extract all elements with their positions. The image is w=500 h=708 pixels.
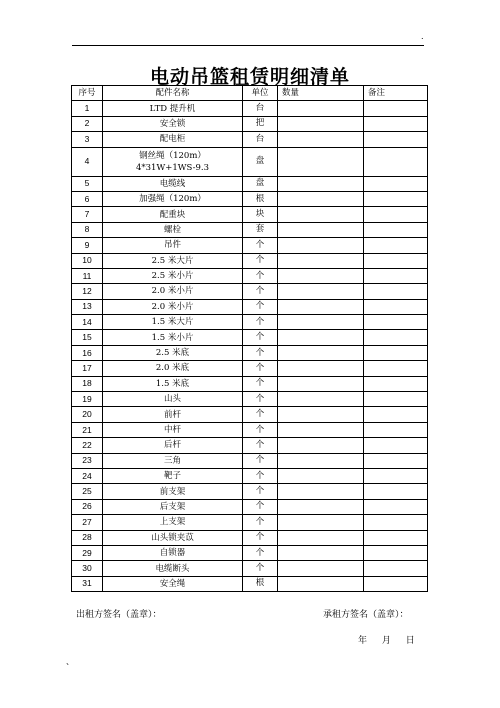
unit-cell: 盘 [243, 147, 278, 176]
part-name: 2.0 米小片 [151, 301, 194, 312]
quantity-cell [278, 191, 364, 206]
part-name: 配电柜 [159, 134, 186, 145]
remarks-cell [364, 392, 428, 407]
remarks-cell [364, 222, 428, 237]
footer-mark: 、 [66, 657, 74, 666]
table-row [72, 330, 428, 345]
table-row [72, 345, 428, 360]
row-number: 7 [72, 207, 103, 222]
unit-cell: 盘 [243, 176, 278, 191]
part-name: 1.5 米底 [155, 378, 190, 389]
remarks-cell [364, 191, 428, 206]
quantity-cell [278, 484, 364, 499]
table-row [72, 392, 428, 407]
table-body [72, 101, 428, 592]
part-name-cell [103, 545, 243, 560]
quantity-cell [278, 576, 364, 591]
row-number: 25 [72, 484, 103, 499]
remarks-cell [364, 345, 428, 360]
table-row [72, 315, 428, 330]
part-name: 2.0 米小片 [151, 286, 194, 297]
quantity-cell [278, 132, 364, 147]
unit-cell: 个 [243, 561, 278, 576]
lessor-signature-label: 出租方签名（盖章）： [76, 610, 162, 620]
unit-cell: 根 [243, 191, 278, 206]
part-name-cell [103, 253, 243, 268]
part-name: 自锁器 [159, 548, 186, 559]
part-name: 电缆断头 [155, 563, 190, 574]
quantity-cell [278, 422, 364, 437]
quantity-cell [278, 284, 364, 299]
table-row [72, 361, 428, 376]
unit-cell: 个 [243, 330, 278, 345]
lessee-signature-label: 承租方签名（盖章）： [323, 610, 409, 620]
part-name-cell [103, 376, 243, 391]
table-row [72, 253, 428, 268]
remarks-cell [364, 376, 428, 391]
row-number: 5 [72, 176, 103, 191]
remarks-cell [364, 561, 428, 576]
part-name-cell [103, 268, 243, 283]
remarks-cell [364, 147, 428, 176]
row-number: 29 [72, 545, 103, 560]
unit-cell: 把 [243, 116, 278, 131]
remarks-cell [364, 253, 428, 268]
quantity-cell [278, 176, 364, 191]
part-name: 2.0 米底 [155, 363, 190, 374]
remarks-cell [364, 330, 428, 345]
table-row [72, 268, 428, 283]
remarks-cell [364, 116, 428, 131]
remarks-cell [364, 299, 428, 314]
part-name: 安全锁 [159, 118, 186, 129]
row-number: 26 [72, 499, 103, 514]
unit-cell: 个 [243, 238, 278, 253]
part-name-cell [103, 407, 243, 422]
part-name: 中杆 [163, 425, 181, 435]
part-name-cell [103, 132, 243, 147]
row-number: 18 [72, 376, 103, 391]
part-name: 山头 [163, 394, 181, 405]
part-name-cell [103, 530, 243, 545]
part-name-cell [103, 515, 243, 530]
col-header-no: 序号 [72, 86, 103, 101]
unit-cell: 个 [243, 299, 278, 314]
document-title: 电动吊篮租赁明细清单 [149, 66, 350, 88]
quantity-cell [278, 438, 364, 453]
part-name: 三角 [163, 455, 181, 466]
date-label: 年 月 日 [358, 636, 415, 646]
remarks-cell [364, 422, 428, 437]
quantity-cell [278, 468, 364, 483]
part-name: 前支架 [159, 486, 186, 497]
part-name-cell [103, 484, 243, 499]
unit-cell: 个 [243, 484, 278, 499]
unit-cell: 个 [243, 268, 278, 283]
row-number: 21 [72, 422, 103, 437]
table-row [72, 561, 428, 576]
remarks-cell [364, 407, 428, 422]
table-header-row [72, 86, 428, 101]
quantity-cell [278, 330, 364, 345]
part-spec: 4*31W+1WS-9.3 [135, 162, 209, 173]
row-number: 17 [72, 361, 103, 376]
unit-cell: 个 [243, 545, 278, 560]
part-name-cell [103, 561, 243, 576]
table-row [72, 238, 428, 253]
row-number: 4 [72, 147, 103, 176]
row-number: 14 [72, 315, 103, 330]
part-name-cell [103, 101, 243, 116]
row-number: 11 [72, 268, 103, 283]
part-name: 1.5 米小片 [151, 332, 194, 343]
unit-cell: 台 [243, 101, 278, 116]
part-name-cell [103, 147, 243, 176]
remarks-cell [364, 132, 428, 147]
part-name-cell [103, 116, 243, 131]
remarks-cell [364, 576, 428, 591]
part-name-cell [103, 176, 243, 191]
part-name-cell [103, 499, 243, 514]
remarks-cell [364, 101, 428, 116]
row-number: 13 [72, 299, 103, 314]
row-number: 2 [72, 116, 103, 131]
header-rule [72, 45, 424, 46]
part-name-cell [103, 315, 243, 330]
quantity-cell [278, 299, 364, 314]
part-name: LTD 提升机 [149, 103, 196, 114]
row-number: 12 [72, 284, 103, 299]
quantity-cell [278, 345, 364, 360]
part-name-cell [103, 576, 243, 591]
table-row [72, 284, 428, 299]
unit-cell: 个 [243, 345, 278, 360]
table-row [72, 116, 428, 131]
part-name-cell [103, 222, 243, 237]
remarks-cell [364, 499, 428, 514]
part-name-cell [103, 238, 243, 253]
part-name: 螺栓 [163, 224, 181, 235]
table-row [72, 484, 428, 499]
remarks-cell [364, 438, 428, 453]
table-row [72, 422, 428, 437]
row-number: 20 [72, 407, 103, 422]
table-row [72, 499, 428, 514]
row-number: 10 [72, 253, 103, 268]
row-number: 8 [72, 222, 103, 237]
row-number: 23 [72, 453, 103, 468]
unit-cell: 个 [243, 499, 278, 514]
table-row [72, 222, 428, 237]
quantity-cell [278, 116, 364, 131]
part-name: 钢丝绳（120m） [139, 150, 206, 161]
row-number: 1 [72, 101, 103, 116]
row-number: 9 [72, 238, 103, 253]
row-number: 19 [72, 392, 103, 407]
quantity-cell [278, 499, 364, 514]
unit-cell: 个 [243, 253, 278, 268]
col-header-unit: 单位 [243, 86, 278, 101]
part-name-cell [103, 361, 243, 376]
quantity-cell [278, 453, 364, 468]
unit-cell: 台 [243, 132, 278, 147]
unit-cell: 个 [243, 438, 278, 453]
col-header-remarks: 备注 [364, 86, 428, 101]
row-number: 31 [72, 576, 103, 591]
remarks-cell [364, 315, 428, 330]
part-name: 配重块 [159, 209, 186, 220]
table-row [72, 299, 428, 314]
table-row [72, 207, 428, 222]
rental-detail-table [71, 85, 428, 592]
table-row [72, 530, 428, 545]
quantity-cell [278, 222, 364, 237]
unit-cell: 个 [243, 361, 278, 376]
part-name: 靶子 [163, 471, 181, 482]
part-name: 后支架 [159, 501, 186, 512]
remarks-cell [364, 468, 428, 483]
part-name: 电缆线 [159, 178, 186, 189]
quantity-cell [278, 545, 364, 560]
row-number: 24 [72, 468, 103, 483]
table-row [72, 101, 428, 116]
header-mark: . [421, 32, 424, 41]
row-number: 3 [72, 132, 103, 147]
part-name-cell [103, 299, 243, 314]
unit-cell: 个 [243, 376, 278, 391]
table-row [72, 376, 428, 391]
remarks-cell [364, 207, 428, 222]
unit-cell: 个 [243, 530, 278, 545]
table-row [72, 147, 428, 176]
row-number: 30 [72, 561, 103, 576]
row-number: 6 [72, 191, 103, 206]
quantity-cell [278, 238, 364, 253]
part-name-cell [103, 191, 243, 206]
table-row [72, 545, 428, 560]
remarks-cell [364, 453, 428, 468]
part-name-cell [103, 468, 243, 483]
unit-cell: 块 [243, 207, 278, 222]
unit-cell: 个 [243, 284, 278, 299]
quantity-cell [278, 207, 364, 222]
part-name-cell [103, 284, 243, 299]
remarks-cell [364, 268, 428, 283]
unit-cell: 个 [243, 453, 278, 468]
part-name-cell [103, 422, 243, 437]
unit-cell: 个 [243, 407, 278, 422]
quantity-cell [278, 101, 364, 116]
unit-cell: 个 [243, 392, 278, 407]
row-number: 27 [72, 515, 103, 530]
remarks-cell [364, 545, 428, 560]
table-row [72, 176, 428, 191]
quantity-cell [278, 515, 364, 530]
unit-cell: 个 [243, 315, 278, 330]
quantity-cell [278, 315, 364, 330]
part-name: 前杆 [163, 409, 181, 420]
part-name: 加强绳（120m） [139, 194, 206, 205]
part-name-cell [103, 453, 243, 468]
row-number: 28 [72, 530, 103, 545]
table-row [72, 453, 428, 468]
quantity-cell [278, 392, 364, 407]
quantity-cell [278, 268, 364, 283]
part-name: 安全绳 [159, 578, 186, 589]
remarks-cell [364, 484, 428, 499]
table-row [72, 438, 428, 453]
part-name-cell [103, 392, 243, 407]
part-name: 2.5 米大片 [151, 255, 194, 266]
part-name: 上支架 [159, 517, 186, 528]
remarks-cell [364, 515, 428, 530]
part-name: 1.5 米大片 [151, 317, 194, 328]
remarks-cell [364, 238, 428, 253]
part-name-cell [103, 345, 243, 360]
part-name: 吊件 [163, 240, 181, 251]
table-row [72, 191, 428, 206]
unit-cell: 个 [243, 515, 278, 530]
row-number: 15 [72, 330, 103, 345]
quantity-cell [278, 253, 364, 268]
part-name: 山头锁夹苡 [151, 532, 194, 543]
quantity-cell [278, 407, 364, 422]
quantity-cell [278, 147, 364, 176]
quantity-cell [278, 530, 364, 545]
quantity-cell [278, 376, 364, 391]
remarks-cell [364, 361, 428, 376]
part-name-cell [103, 438, 243, 453]
table-row [72, 132, 428, 147]
part-name: 后杆 [163, 440, 181, 451]
part-name: 2.5 米小片 [151, 271, 194, 282]
unit-cell: 个 [243, 422, 278, 437]
remarks-cell [364, 284, 428, 299]
unit-cell: 个 [243, 468, 278, 483]
table-row [72, 576, 428, 591]
remarks-cell [364, 176, 428, 191]
col-header-quantity: 数量 [278, 86, 364, 101]
remarks-cell [364, 530, 428, 545]
part-name-cell [103, 207, 243, 222]
quantity-cell [278, 561, 364, 576]
part-name: 2.5 米底 [155, 348, 190, 359]
row-number: 22 [72, 438, 103, 453]
table-row [72, 407, 428, 422]
table-row [72, 468, 428, 483]
unit-cell: 套 [243, 222, 278, 237]
part-name-cell [103, 330, 243, 345]
unit-cell: 根 [243, 576, 278, 591]
row-number: 16 [72, 345, 103, 360]
col-header-part-name: 配件名称 [103, 86, 243, 101]
table-row [72, 515, 428, 530]
quantity-cell [278, 361, 364, 376]
